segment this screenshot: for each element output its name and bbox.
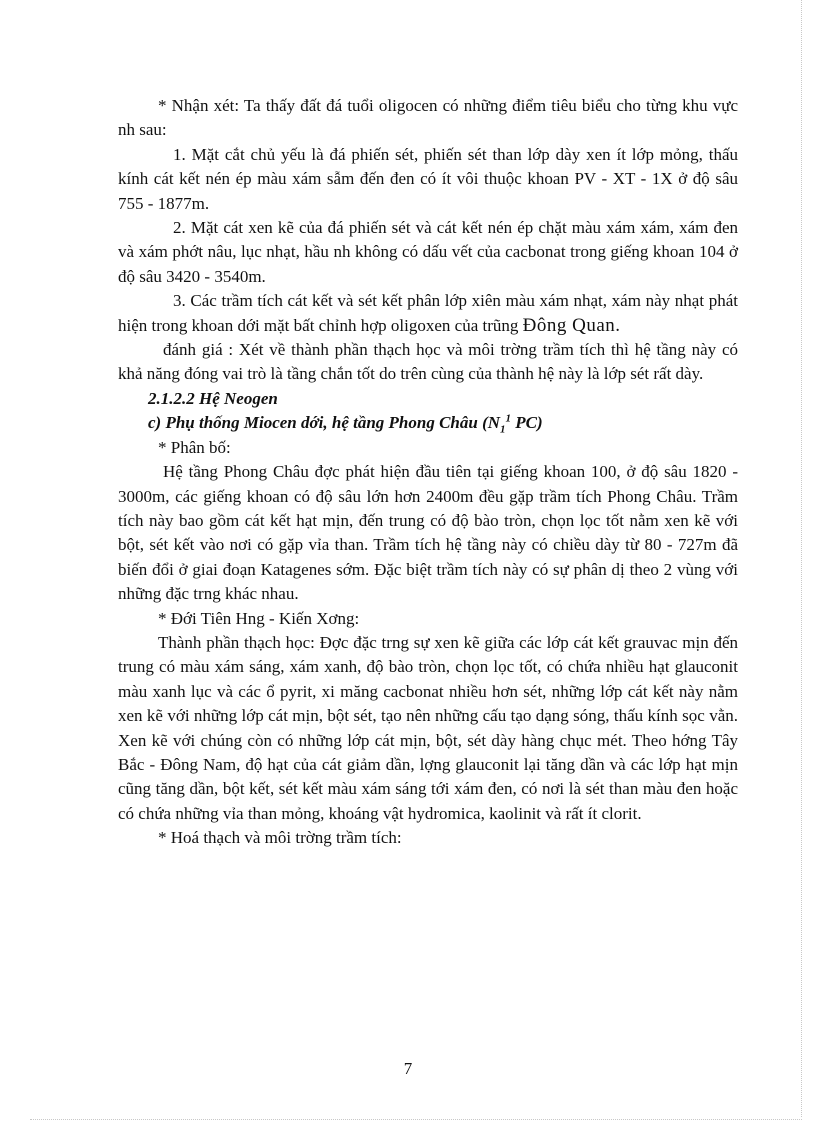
paragraph-item-3 (118, 289, 738, 338)
subsection-heading (118, 411, 738, 435)
page-border-bottom (30, 1119, 802, 1120)
page-number: 7 (403, 1059, 413, 1078)
place-name: Đông Quan (522, 314, 616, 336)
paragraph-fossils-label: * Hoá thạch và môi trờng trầm tích: (158, 828, 402, 848)
paragraph-item-2: 2. Mặt cát xen kẽ của đá phiến sét và cát kết nén ép chặt màu xám xám, xám đen và xám phớt nâu, lục nhạt, hầu nh không có dấu vết của cacbonat trong giếng khoan 104 ở độ sâu 3420 - 3540m. (118, 218, 738, 286)
section-heading: 2.1.2.2 Hệ Neogen (148, 388, 278, 408)
paragraph-lithology: Thành phần thạch học: Đợc đặc trng sự xen kẽ giữa các lớp cát kết grauvac mịn đến trung có màu xám sáng, xám xanh, độ bào tròn, chọn lọc tốt, có chứa nhiều hạt glauconit màu xanh lục và các ổ pyrit, xi măng cacbonat nhiều hơn sét, những lớp cát kết này nằm xen kẽ với những lớp cát mịn, bột sét, tạo nên những cấu tạo dạng sóng, thấu kính sọc vằn. Xen kẽ với chúng còn có những lớp cát mịn, bột, sét dày hàng chục mét. Theo hớng Tây Bắc - Đông Nam, độ hạt của cát giảm dần, lợng glauconit lại tăng dần và các lớp hạt mịn cũng tăng dần, bột kết, sét kết màu xám sáng tới xám đen, có nơi là sét than màu đen hoặc có chứa những vỉa than mỏng, khoáng vật hydromica, kaolinit và rất ít clorit. (118, 632, 738, 823)
paragraph-item-3-end: . (615, 314, 621, 336)
page-body (118, 94, 738, 851)
paragraph-distribution: Hệ tầng Phong Châu đợc phát hiện đầu tiên tại giếng khoan 100, ở độ sâu 1820 - 3000m, các giếng khoan có độ sâu lớn hơn 2400m đều gặp trầm tích Phong Châu. Trầm tích này bao gồm cát kết hạt mịn, đến trung có độ bào tròn, chọn lọc tốt nằm xen kẽ với bột, sét kết vào nơi có gặp vỉa than. Trầm tích hệ tầng này có chiều dày từ 80 - 727m đã biến đổi ở giai đoạn Katagenes sớm. Đặc biệt trầm tích này có sự phân dị theo 2 vùng với những đặc trng khác nhau. (118, 462, 738, 604)
formula-subscript: 1 (500, 423, 506, 436)
paragraph-remark: * Nhận xét: Ta thấy đất đá tuổi oligocen có những điểm tiêu biểu cho từng khu vực nh sau: (118, 96, 738, 140)
paragraph-item-1: 1. Mặt cắt chủ yếu là đá phiến sét, phiến sét than lớp dày xen ít lớp mỏng, thấu kính cát kết nén ép màu xám sẫm đến đen có ít vôi thuộc khoan PV - XT - 1X ở độ sâu 755 - 1877m. (118, 144, 738, 213)
page-border-right (801, 0, 802, 1117)
paragraph-distribution-label: * Phân bố: (158, 437, 231, 457)
subsection-heading-end: PC) (511, 413, 543, 433)
paragraph-evaluation: đánh giá : Xét về thành phần thạch học và môi trờng trầm tích thì hệ tầng này có khả năng đóng vai trò là tầng chắn tốt do trên cùng của thành hệ này là lớp sét rất dày. (118, 340, 738, 384)
subsection-heading-text: c) Phụ thống Miocen dới, hệ tầng Phong Châu (N (148, 413, 501, 433)
paragraph-item-3-text: 3. Các trầm tích cát kết và sét kết phân lớp xiên màu xám nhạt, xám này nhạt phát hiện trong khoan dới mặt bất chỉnh hợp oligoxen của trũng (118, 291, 738, 335)
paragraph-zone-label: * Đới Tiên Hng - Kiến Xơng: (158, 608, 360, 628)
formula-superscript: 1 (505, 412, 512, 425)
